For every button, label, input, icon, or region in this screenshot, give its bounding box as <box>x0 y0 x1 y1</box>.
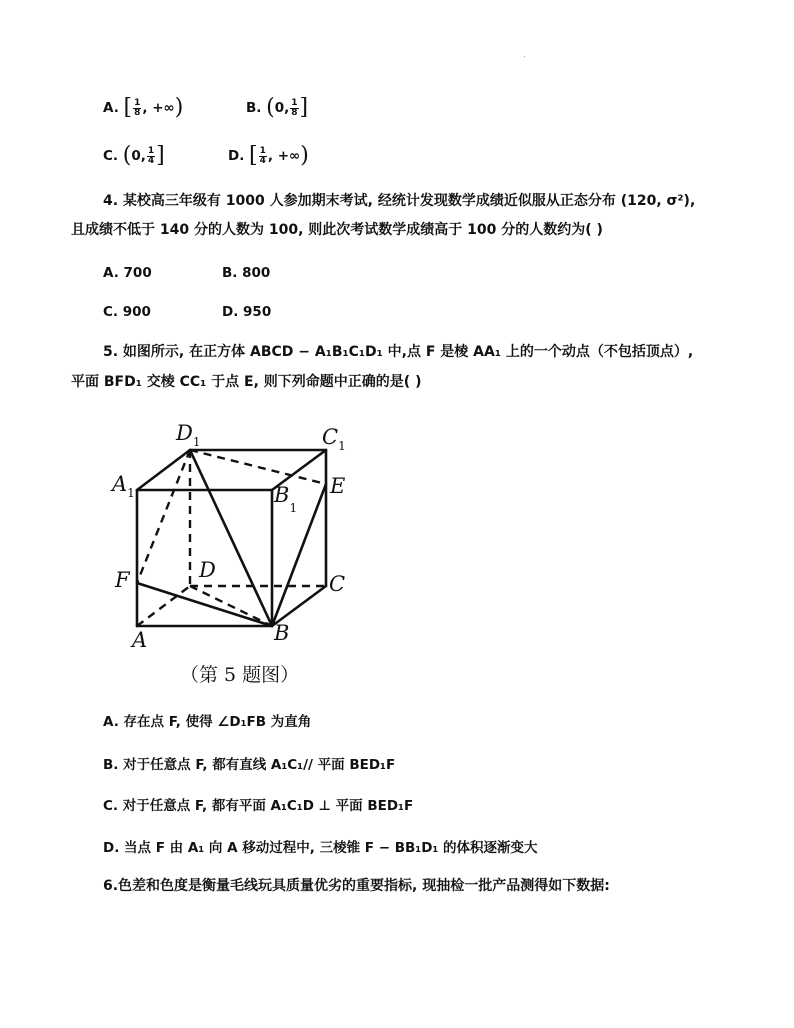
label-D1: $D_1$ <box>176 421 201 449</box>
cube-figure <box>108 418 358 658</box>
option-text: 0, <box>131 148 146 164</box>
label-C1: $C_1$ <box>322 425 346 453</box>
q5-option-c[interactable]: C. 对于任意点 F, 都有平面 A₁C₁D ⊥ 平面 BED₁F <box>103 798 414 814</box>
denominator: 4 <box>259 155 266 166</box>
label-B: B <box>274 621 290 645</box>
denominator: 8 <box>134 107 141 118</box>
label-E: E <box>330 474 346 498</box>
figure-caption: （第 5 题图） <box>180 664 300 686</box>
scan-speck <box>524 56 525 57</box>
fraction <box>133 99 141 118</box>
option-label: B. <box>246 100 262 116</box>
q3-option-c[interactable]: C. (0, $\frac{1}{4}$ ] <box>103 143 165 168</box>
q4-option-b[interactable]: B. 800 <box>222 265 271 281</box>
q4-stem-line1: 4. 某校高三年级有 1000 人参加期末考试, 经统计发现数学成绩近似服从正态分布 (120, σ²), <box>103 193 696 209</box>
q5-option-d[interactable]: D. 当点 F 由 A₁ 向 A 移动过程中, 三棱锥 F − BB₁D₁ 的体积逐渐变大 <box>103 840 538 856</box>
q3-option-b[interactable]: B. (0, $\frac{1}{8}$ ] <box>246 95 309 120</box>
label-C: C <box>329 572 346 596</box>
numerator: 1 <box>134 97 141 108</box>
option-text: , +∞ <box>142 100 175 116</box>
option-label: C. <box>103 148 119 164</box>
q3-option-a[interactable]: A. [ $\frac{1}{8}$ , +∞) <box>103 95 184 120</box>
q4-option-c[interactable]: C. 900 <box>103 304 151 320</box>
fraction <box>290 99 298 118</box>
option-label: D. <box>228 148 245 164</box>
numerator: 1 <box>259 145 266 156</box>
hidden-segment-D1E <box>190 450 326 484</box>
option-text: 0, <box>274 100 290 116</box>
label-D: D <box>199 558 216 582</box>
label-B1: $B_1$ <box>274 483 298 515</box>
numerator: 1 <box>291 97 298 108</box>
fraction <box>259 147 267 166</box>
segment-D1B <box>190 450 272 626</box>
hidden-segment-DB <box>190 586 272 626</box>
q6-stem-line1: 6.色差和色度是衡量毛线玩具质量优劣的重要指标, 现抽检一批产品测得如下数据: <box>103 878 610 894</box>
option-label: A. <box>103 100 119 116</box>
label-F: F <box>115 568 130 592</box>
q5-stem-line1: 5. 如图所示, 在正方体 ABCD − A₁B₁C₁D₁ 中,点 F 是棱 AA₁ 上的一个动点（不包括顶点）, <box>103 344 694 360</box>
numerator: 1 <box>147 145 155 156</box>
q4-stem-line2: 且成绩不低于 140 分的人数为 100, 则此次考试数学成绩高于 100 分的人数约为( ) <box>71 222 603 238</box>
option-text: , +∞ <box>267 148 301 164</box>
q5-option-a[interactable]: A. 存在点 F, 使得 ∠D₁FB 为直角 <box>103 714 312 730</box>
q4-option-d[interactable]: D. 950 <box>222 304 272 320</box>
denominator: 4 <box>147 155 155 166</box>
segment-FB <box>137 583 272 626</box>
q3-option-d[interactable]: D. [ $\frac{1}{4}$ , +∞) <box>228 143 309 168</box>
denominator: 8 <box>291 107 298 118</box>
q5-option-b[interactable]: B. 对于任意点 F, 都有直线 A₁C₁// 平面 BED₁F <box>103 757 396 773</box>
label-A1: $A_1$ <box>112 472 135 500</box>
q4-option-a[interactable]: A. 700 <box>103 265 152 281</box>
label-A: A <box>132 628 148 652</box>
q5-stem-line2: 平面 BFD₁ 交棱 CC₁ 于点 E, 则下列命题中正确的是( ) <box>71 374 422 390</box>
fraction <box>147 147 155 166</box>
